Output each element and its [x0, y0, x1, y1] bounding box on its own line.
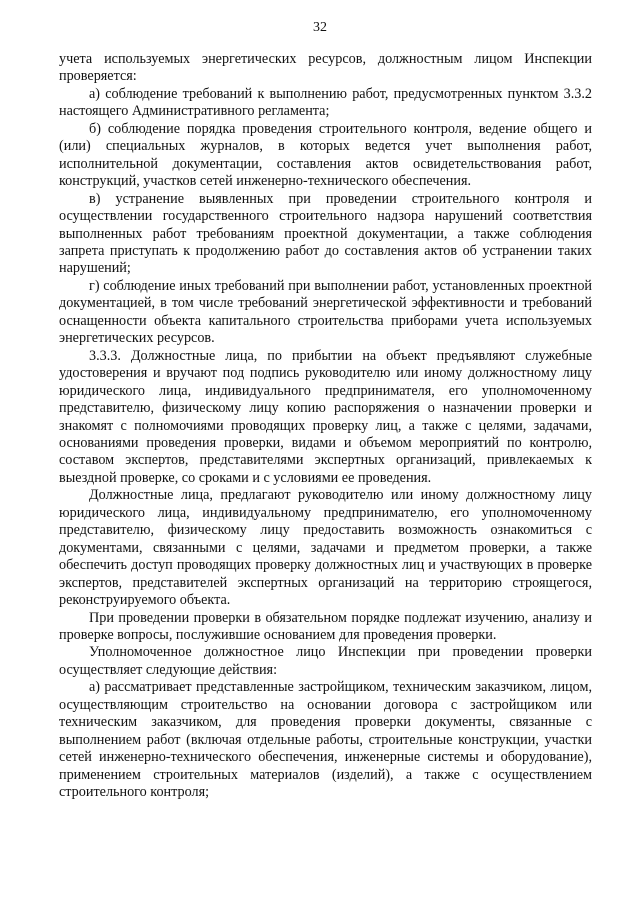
- paragraph-officials-propose: Должностные лица, предлагают руководителю или иному должностному лицу юридического лица, индивидуальному предпринимателю, его уполномоченному представителю, физическому лицу предоставить возможность ознакомиться с документами, связанными с целями, задачами и предметом проверки, а также обеспечить доступ проводящих проверку должностных лиц и участвующих в проверке экспертов, представителей экспертных организаций на территорию строящегося, реконструируемого объекта.: [59, 487, 592, 609]
- document-body: [59, 51, 592, 801]
- paragraph-item-v: в) устранение выявленных при проведении строительного контроля и осуществлении государственного строительного надзора нарушений соответствия выполненных работ требованиям проектной документации, а также соблюдения запрета приступать к продолжению работ до составления актов об устранении таких нарушений;: [59, 190, 592, 277]
- paragraph-authorized-official: Уполномоченное должностное лицо Инспекции при проведении проверки осуществляет следующие действия:: [59, 644, 592, 678]
- paragraph-section-3-3-3: 3.3.3. Должностные лица, по прибытии на объект предъявляют служебные удостоверения и вручают под подпись руководителю или иному должностному лицу юридического лица, индивидуального предпринимателя, его уполномоченному представителю, физическому лицу копию распоряжения о назначении проверки и знакомят с полномочиями проводящих проверку лиц, а также с целями, задачами, основаниями проведения проверки, видами и объемом мероприятий по контролю, составом экспертов, представителями экспертных организаций, привлекаемых к выездной проверке, со сроками и с условиями ее проведения.: [59, 347, 592, 486]
- paragraph-item-b: б) соблюдение порядка проведения строительного контроля, ведение общего и (или) специальных журналов, в которых ведется учет выполнения работ, исполнительной документации, составления актов освидетельствования работ, конструкций, участков сетей инженерно-технического обеспечения.: [59, 120, 592, 190]
- paragraph-continuation: учета используемых энергетических ресурсов, должностным лицом Инспекции проверяется:: [59, 51, 592, 85]
- page-number: 32: [313, 20, 327, 35]
- paragraph-item-a: а) соблюдение требований к выполнению работ, предусмотренных пунктом 3.3.2 настоящего Административного регламента;: [59, 85, 592, 120]
- paragraph-action-a: а) рассматривает представленные застройщиком, техническим заказчиком, лицом, осуществляющим строительство на основании договора с застройщиком или техническим заказчиком, для проведения проверки документы, связанные с выполнением работ (включая отдельные работы, строительные конструкции, участки сетей инженерно-технического обеспечения, инженерные системы и оборудование), применением строительных материалов (изделий), а также с осуществлением строительного контроля;: [59, 679, 592, 801]
- paragraph-inspection-mandatory: При проведении проверки в обязательном порядке подлежат изучению, анализу и проверке вопросы, послужившие основанием для проведения проверки.: [59, 609, 592, 643]
- paragraph-item-g: г) соблюдение иных требований при выполнении работ, установленных проектной документацией, в том числе требований энергетической эффективности и требований оснащенности объекта капитального строительства приборами учета используемых энергетических ресурсов.: [59, 277, 592, 347]
